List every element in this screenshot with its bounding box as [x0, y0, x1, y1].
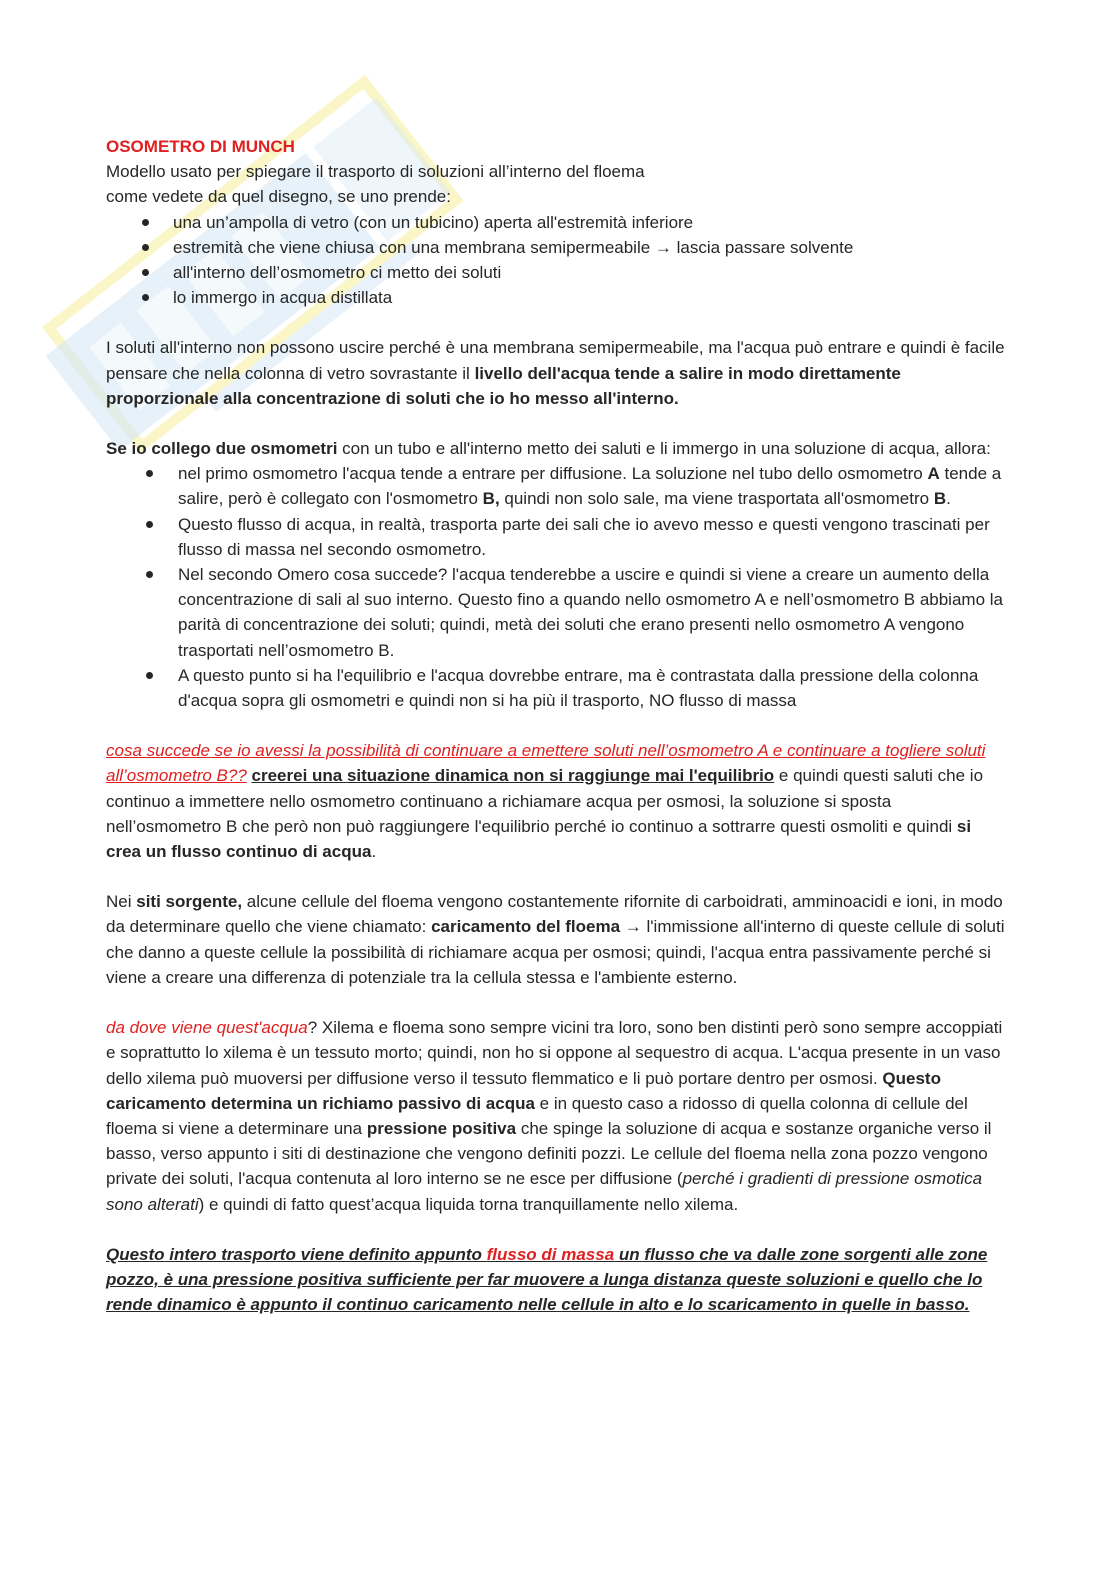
- paragraph: da dove viene quest'acqua? Xilema e floema sono sempre vicini tra loro, sono ben distinti però sono sempre accoppiati e soprattutto lo xilema è un tessuto morto; quindi, non ho si oppone al sequestro di acqua. L'acqua presente in un vaso dello xilema può muoversi per diffusione verso il tessuto flemmatico e li può portare dentro per osmosi. Questo caricamento determina un richiamo passivo di acqua e in questo caso a ridosso di quella colonna di cellule del floema si viene a determinare una pressione positiva che spinge la soluzione di acqua e sostanze organiche verso il basso, verso appunto i siti di destinazione che vengono definiti pozzi. Le cellule del floema nella zona pozzo vengono private dei soluti, l'acqua contenuta al loro interno se ne esce per diffusione (perché i gradienti di pressione osmotica sono alterati) e quindi di fatto quest’acqua liquida torna tranquillamente nello xilema.: [106, 1018, 1003, 1214]
- arrow-icon: →: [624, 917, 642, 937]
- bullet-icon: [142, 244, 149, 251]
- bullet-icon: [146, 521, 153, 528]
- list-item: nel primo osmometro l'acqua tende a entrare per diffusione. La soluzione nel tubo dello osmometro A tende a salire, però è collegato con l'osmometro B, quindi non solo sale, ma viene trasportata all'osmometro B.: [106, 461, 1006, 511]
- paragraph: Nei siti sorgente, alcune cellule del floema vengono costantemente rifornite di carboidrati, amminoacidi e ioni, in modo da determinare quello che viene chiamato: caricamento del floema → l'immissione all'interno di queste cellule di soluti che danno a queste cellule la possibilità di richiamare acqua per osmosi; quindi, l'acqua entra passivamente perché si viene a creare una differenza di potenziale tra la cellula stessa e l'ambiente esterno.: [106, 892, 1005, 987]
- arrow-icon: →: [654, 237, 672, 257]
- bullet-icon: [142, 294, 149, 301]
- highlighted-question: cosa succede se io avessi la possibilità di continuare a emettere soluti nell’osmometro A e continuare a togliere soluti all’osmometro B??: [106, 741, 986, 786]
- bullet-icon: [142, 219, 149, 226]
- list-item: all'interno dell’osmometro ci metto dei soluti: [106, 260, 1006, 285]
- list-item: estremità che viene chiusa con una membrana semipermeabile → lascia passare solvente: [106, 235, 1006, 260]
- bullet-list: [106, 461, 1006, 713]
- intro-line: come vedete da quel disegno, se uno prende:: [106, 187, 451, 207]
- paragraph: I soluti all'interno non possono uscire perché è una membrana semipermeabile, ma l'acqua può entrare e quindi è facile pensare che nella colonna di vetro sovrastante il livello dell'acqua tende a salire in modo direttamente proporzionale alla concentrazione di soluti che io ho messo all'interno.: [106, 338, 1005, 408]
- intro-line: Modello usato per spiegare il trasporto di soluzioni all’interno del floema: [106, 162, 645, 182]
- key-term: flusso di massa: [486, 1244, 615, 1264]
- list-item: lo immergo in acqua distillata: [106, 285, 1006, 310]
- bullet-icon: [142, 269, 149, 276]
- list-item: Questo flusso di acqua, in realtà, trasporta parte dei sali che io avevo messo e questi vengono trascinati per flusso di massa nel secondo osmometro.: [106, 512, 1006, 562]
- document-page: [106, 134, 1006, 1317]
- bullet-list: [106, 210, 1006, 311]
- list-item: A questo punto si ha l'equilibrio e l'acqua dovrebbe entrare, ma è contrastata dalla pressione della colonna d'acqua sopra gli osmometri e quindi non si ha più il trasporto, NO flusso di massa: [106, 663, 1006, 713]
- list-item: Nel secondo Omero cosa succede? l'acqua tenderebbe a uscire e quindi si viene a creare un aumento della concentrazione di sali al suo interno. Questo fino a quando nello osmometro A e nell’osmometro B abbiamo la parità di concentrazione dei soluti; quindi, metà dei soluti che erano presenti nello osmometro A vengono trasportati nell’osmometro B.: [106, 562, 1006, 663]
- bullet-icon: [146, 571, 153, 578]
- list-item: una un’ampolla di vetro (con un tubicino) aperta all'estremità inferiore: [106, 210, 1006, 235]
- bullet-icon: [146, 470, 153, 477]
- conclusion-paragraph: Questo intero trasporto viene definito appunto flusso di massa un flusso che va dalle zone sorgenti alle zone pozzo, è una pressione positiva sufficiente per far muovere a lunga distanza queste soluzioni e quello che lo rende dinamico è appunto il continuo caricamento nelle cellule in alto e lo scaricamento in quelle in basso.: [106, 1244, 988, 1315]
- paragraph: Se io collego due osmometri con un tubo e all'interno metto dei saluti e li immergo in una soluzione di acqua, allora:: [106, 439, 991, 459]
- paragraph: cosa succede se io avessi la possibilità di continuare a emettere soluti nell’osmometro A e continuare a togliere soluti all’osmometro B?? creerei una situazione dinamica non si raggiunge mai l'equilibrio e quindi questi saluti che io continuo a immettere nello osmometro continuano a richiamare acqua per osmosi, la soluzione si sposta nell’osmometro B che però non può raggiungere l'equilibrio perché io continuo a sottrarre questi osmoliti e quindi si crea un flusso continuo di acqua.: [106, 741, 986, 862]
- bullet-icon: [146, 672, 153, 679]
- highlighted-question: da dove viene quest'acqua: [106, 1018, 308, 1038]
- page-title: OSOMETRO DI MUNCH: [106, 137, 295, 156]
